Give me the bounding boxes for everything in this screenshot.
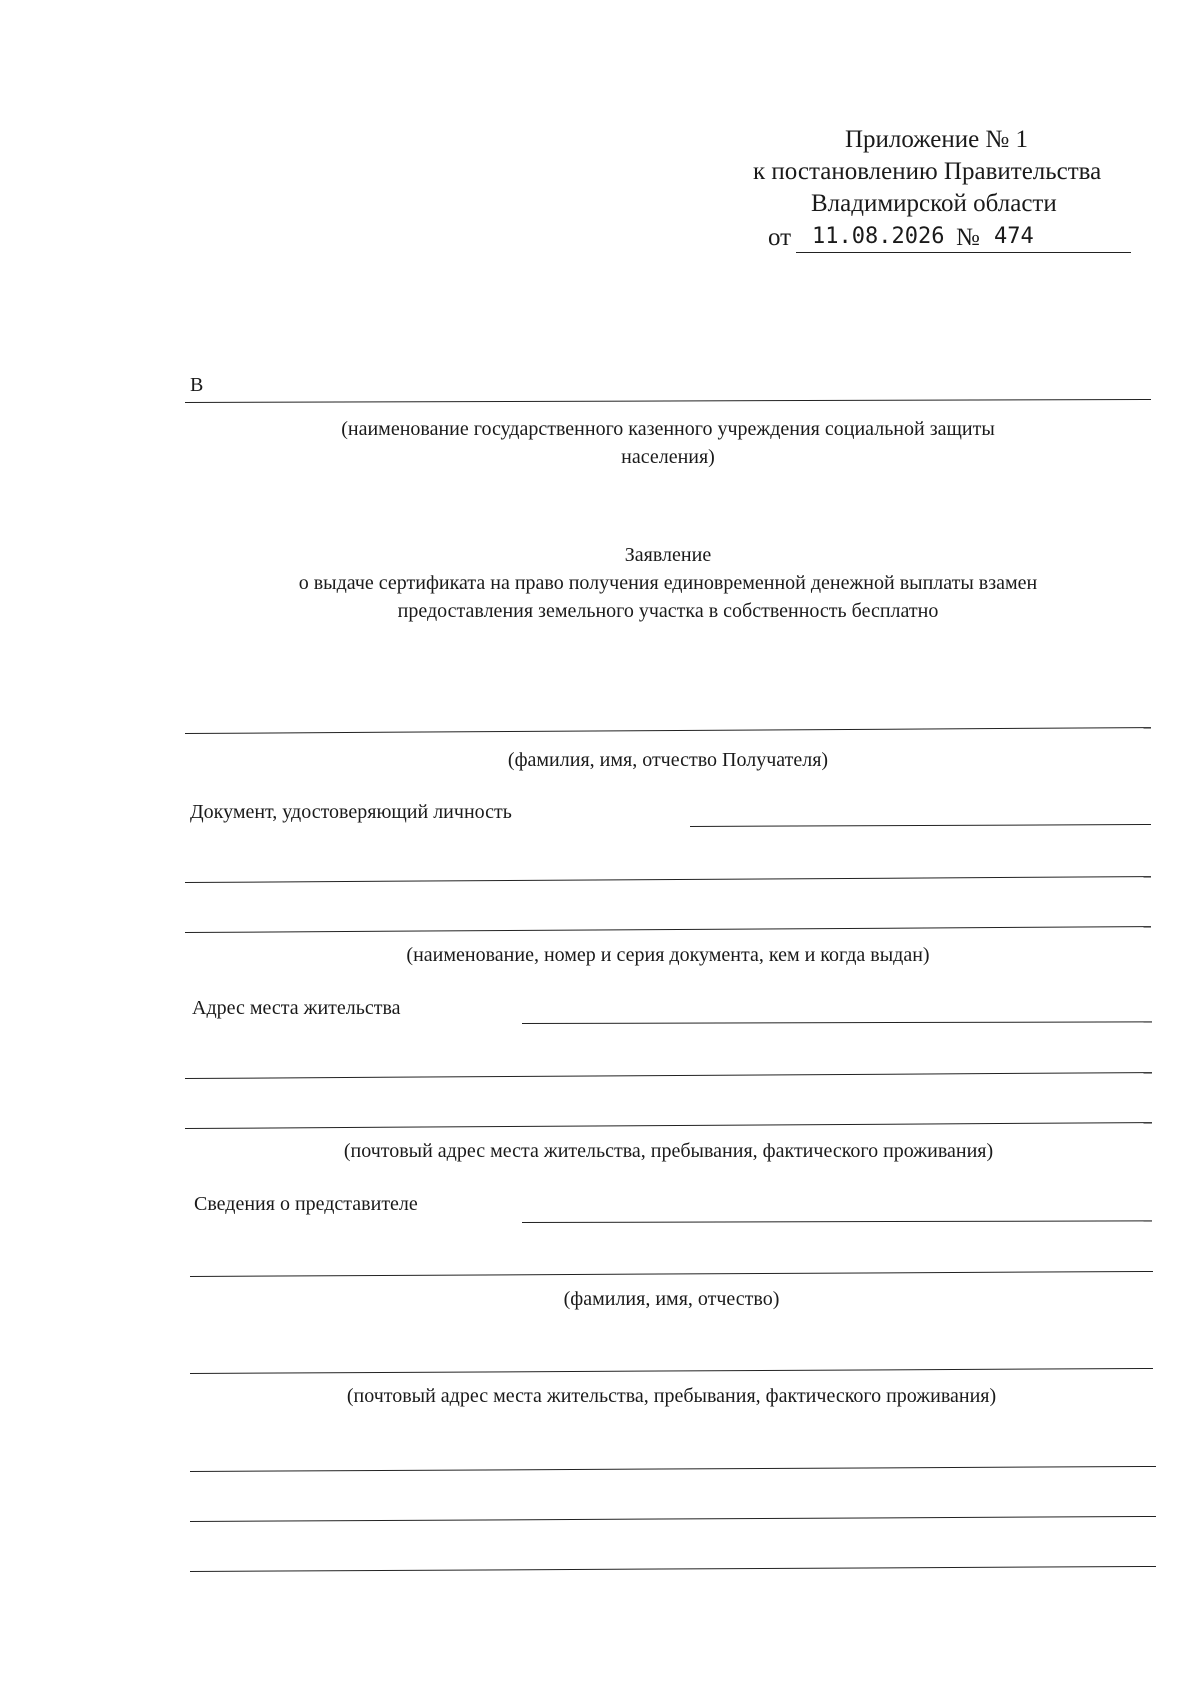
statement-subtitle-1: о выдаче сертификата на право получения единовременной денежной выплаты взамен bbox=[298, 572, 1038, 594]
address-line-2[interactable] bbox=[185, 1072, 1152, 1079]
address-line-3[interactable] bbox=[185, 1122, 1152, 1129]
appendix-decree-ref: к постановлению Правительства bbox=[753, 158, 1102, 185]
statement-title: Заявление bbox=[624, 544, 712, 566]
recipient-name-line[interactable] bbox=[185, 727, 1151, 734]
extra-line-3[interactable] bbox=[190, 1566, 1156, 1572]
number-sign: № bbox=[956, 224, 980, 251]
identity-doc-line-2[interactable] bbox=[185, 876, 1151, 883]
identity-doc-line-3[interactable] bbox=[185, 926, 1151, 933]
decree-number: 474 bbox=[994, 224, 1034, 249]
from-label: от bbox=[768, 224, 792, 251]
extra-line-2[interactable] bbox=[190, 1516, 1156, 1522]
address-caption: (почтовый адрес места жительства, пребывания, фактического проживания) bbox=[343, 1140, 994, 1162]
representative-name-caption: (фамилия, имя, отчество) bbox=[563, 1288, 780, 1310]
appendix-number: Приложение № 1 bbox=[845, 126, 1029, 153]
identity-doc-line-1[interactable] bbox=[690, 824, 1151, 827]
representative-line-1[interactable] bbox=[522, 1220, 1152, 1223]
statement-subtitle-2: предоставления земельного участка в собственность бесплатно bbox=[397, 600, 939, 622]
address-label: Адрес места жительства bbox=[192, 997, 401, 1019]
recipient-caption-1: (наименование государственного казенного учреждения социальной защиты bbox=[341, 418, 995, 440]
date-number-underline bbox=[796, 252, 1131, 253]
appendix-region: Владимирской области bbox=[811, 190, 1057, 217]
representative-name-line[interactable] bbox=[190, 1271, 1153, 1277]
decree-date: 11.08.2026 bbox=[812, 224, 945, 249]
representative-address-line[interactable] bbox=[190, 1368, 1153, 1374]
identity-doc-caption: (наименование, номер и серия документа, кем и когда выдан) bbox=[406, 944, 930, 966]
representative-address-caption: (почтовый адрес места жительства, пребывания, фактического проживания) bbox=[346, 1385, 997, 1407]
identity-doc-label: Документ, удостоверяющий личность bbox=[190, 801, 512, 823]
recipient-caption-2: населения) bbox=[621, 446, 715, 468]
representative-label: Сведения о представителе bbox=[194, 1193, 418, 1215]
address-line-1[interactable] bbox=[522, 1021, 1152, 1024]
recipient-prefix: В bbox=[190, 374, 204, 396]
extra-line-1[interactable] bbox=[190, 1466, 1156, 1472]
recipient-line[interactable] bbox=[185, 399, 1151, 403]
recipient-name-caption: (фамилия, имя, отчество Получателя) bbox=[507, 749, 829, 771]
